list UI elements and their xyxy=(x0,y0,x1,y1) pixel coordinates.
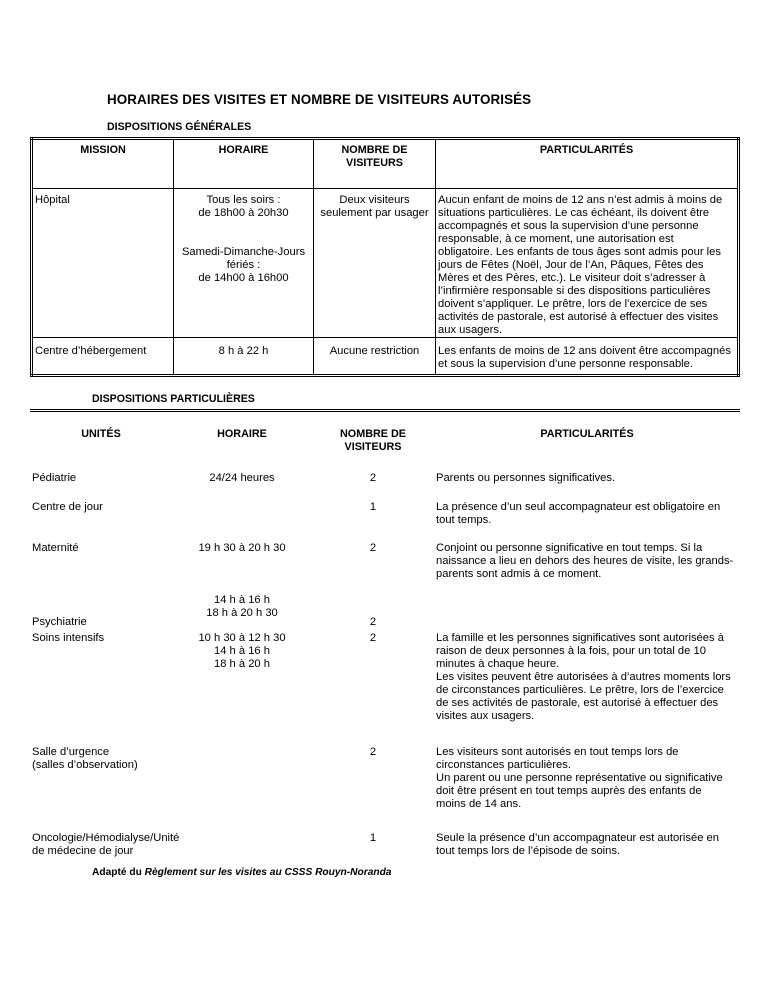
footnote-source: Règlement sur les visites au CSSS Rouyn-Noranda xyxy=(144,867,392,878)
table-row xyxy=(32,338,739,376)
unite-cell: Maternité xyxy=(32,542,79,554)
general-section-heading: DISPOSITIONS GÉNÉRALES xyxy=(107,121,252,133)
table-row xyxy=(30,472,740,501)
col-horaire: HORAIRE xyxy=(217,428,267,440)
visiteurs-cell: 2 xyxy=(369,472,377,484)
horaire-cell: 24/24 heures xyxy=(209,472,275,484)
table-row xyxy=(30,594,740,632)
page-title: HORAIRES DES VISITES ET NOMBRE DE VISITEURS AUTORISÉS xyxy=(107,92,532,107)
general-table xyxy=(30,137,740,377)
col-unites: UNITÉS xyxy=(81,428,121,440)
table-row xyxy=(30,632,740,746)
col-visiteurs: NOMBRE DE VISITEURS xyxy=(340,428,406,453)
particularites-cell: Seule la présence d’un accompagnateur est autorisée en tout temps lors de l’épisode de soins. xyxy=(436,832,719,857)
horaire-cell: 14 h à 16 h 18 h à 20 h 30 xyxy=(206,594,278,619)
mission-cell: Hôpital xyxy=(35,194,70,206)
visiteurs-cell: 2 xyxy=(369,542,377,554)
visiteurs-cell: 1 xyxy=(369,501,377,513)
unite-cell: Psychiatrie xyxy=(32,616,87,628)
source-footnote xyxy=(92,866,391,879)
col-mission: MISSION xyxy=(80,144,126,156)
horaire-cell: Tous les soirs : de 18h00 à 20h30 Samedi-Dimanche-Jours fériés : de 14h00 à 16h00 xyxy=(174,189,314,338)
particularites-cell: Parents ou personnes significatives. xyxy=(436,472,616,484)
special-table-border xyxy=(30,409,740,412)
table-row xyxy=(30,542,740,594)
unite-cell: Centre de jour xyxy=(32,501,103,513)
visiteurs-cell: 2 xyxy=(369,632,377,644)
special-table xyxy=(30,426,740,860)
visiteurs-cell: 1 xyxy=(369,832,377,844)
horaire-cell xyxy=(172,746,312,832)
footnote-prefix: Adapté du xyxy=(92,867,145,878)
col-particularites: PARTICULARITÉS xyxy=(540,428,634,440)
horaire-cell: 8 h à 22 h xyxy=(174,338,314,376)
horaire-cell: 10 h 30 à 12 h 30 14 h à 16 h 18 h à 20 h xyxy=(198,632,286,670)
particularites-cell xyxy=(434,594,740,632)
col-visiteurs: NOMBRE DE VISITEURS xyxy=(314,139,436,189)
visiteurs-cell: 2 xyxy=(369,746,377,758)
table-row xyxy=(32,189,739,338)
visiteurs-cell: Aucune restriction xyxy=(314,338,436,376)
particularites-cell: La famille et les personnes significatives sont autorisées à raison de deux personnes à la fois, pour un total de 10 minutes à chaque heure. Les visites peuvent être autorisées à d’autres moments lors de circonstances particulières. Le prêtre, lors de l’exercice de ses activités de pastorale, est autorisé à effectuer des visites aux usagers. xyxy=(436,632,731,722)
table-row xyxy=(30,746,740,832)
special-section-heading: DISPOSITIONS PARTICULIÈRES xyxy=(92,393,255,405)
visiteurs-cell: Deux visiteurs seulement par usager xyxy=(314,189,436,338)
particularites-cell: La présence d’un seul accompagnateur est obligatoire en tout temps. xyxy=(436,501,721,526)
horaire-cell xyxy=(172,501,312,542)
horaire-cell: 19 h 30 à 20 h 30 xyxy=(198,542,286,554)
unite-cell: Oncologie/Hémodialyse/Unité de médecine de jour xyxy=(32,832,180,857)
horaire-cell xyxy=(172,832,312,860)
mission-cell: Centre d’hébergement xyxy=(35,345,147,357)
unite-cell: Soins intensifs xyxy=(32,632,105,644)
particularites-cell: Conjoint ou personne significative en tout temps. Si la naissance a lieu en dehors des heures de visite, les grands-parents sont admis à ce moment. xyxy=(436,542,734,580)
particularites-cell: Les visiteurs sont autorisés en tout temps lors de circonstances particulières. Un parent ou une personne représentative ou significative doit être présent en tout temps auprès des enfants de moins de 14 ans. xyxy=(436,746,723,810)
table-row xyxy=(30,832,740,860)
special-table-header xyxy=(30,426,740,472)
visiteurs-cell: 2 xyxy=(369,616,377,628)
general-table-header xyxy=(32,139,739,189)
particularites-cell: Les enfants de moins de 12 ans doivent être accompagnés et sous la supervision d’une personne responsable. xyxy=(436,338,739,376)
unite-cell: Pédiatrie xyxy=(32,472,77,484)
col-particularites: PARTICULARITÉS xyxy=(436,139,739,189)
col-horaire: HORAIRE xyxy=(174,139,314,189)
table-row xyxy=(30,501,740,542)
particularites-cell: Aucun enfant de moins de 12 ans n’est admis à moins de situations particulières. Le cas échéant, ils doivent être accompagnés et sous la supervision d’une personne responsable, à ce moment, une autorisation est obligatoire. Les enfants de tous âges sont admis pour les jours de Fêtes (Noël, Jour de l’An, Pâques, Fêtes des Mères et des Pères, etc.). Le visiteur doit s’adresser à l’infirmière responsable si des dispositions particulières doivent s’appliquer. Le prêtre, lors de l’exercice de ses activités de pastorale, est autorisé à effectuer des visites aux usagers. xyxy=(436,189,739,338)
unite-cell: Salle d’urgence (salles d’observation) xyxy=(32,746,138,771)
